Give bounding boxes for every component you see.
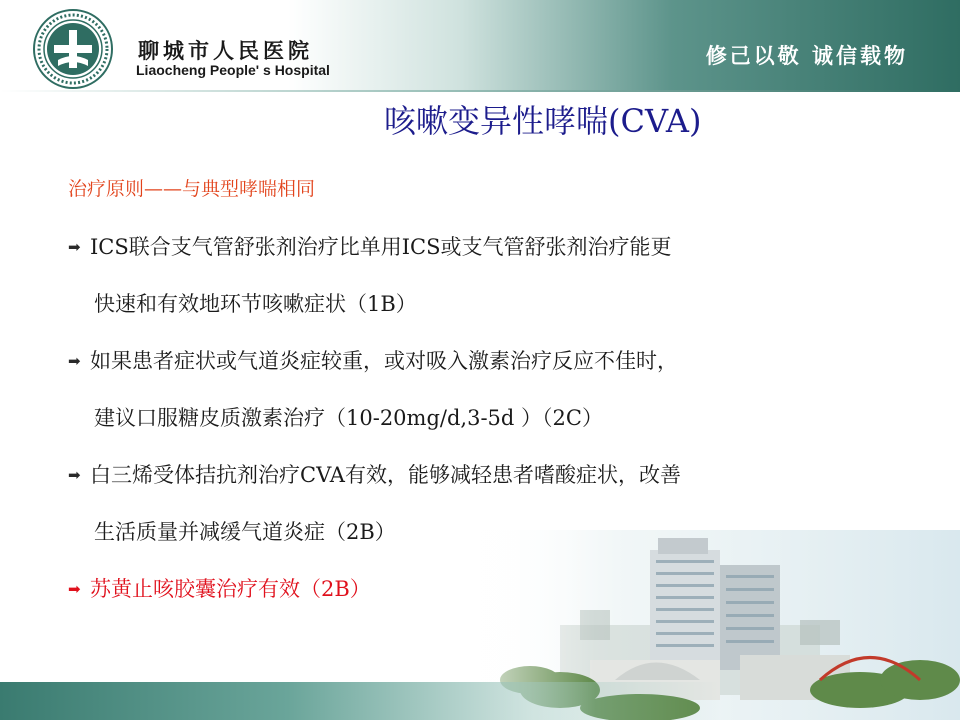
arrow-right-icon: ➡: [68, 466, 81, 484]
arrow-right-icon: ➡: [68, 580, 81, 598]
bullet-line1: ICS联合支气管舒张剂治疗比单用ICS或支气管舒张剂治疗能更: [90, 235, 672, 259]
footer-band: [0, 682, 960, 720]
bullet-line2: 快速和有效地环节咳嗽症状（1B）: [94, 292, 417, 316]
bullet-item-oral-steroid: [68, 333, 868, 447]
arrow-right-icon: ➡: [68, 238, 81, 256]
hospital-name-en: Liaocheng People' s Hospital: [136, 62, 330, 78]
hospital-motto: 修己以敬 诚信载物: [705, 43, 908, 68]
slide-title: 咳嗽变异性哮喘(CVA): [384, 102, 702, 140]
bullet-line1: 如果患者症状或气道炎症较重，或对吸入激素治疗反应不佳时，: [90, 349, 678, 373]
slide-subtitle: 治疗原则——与典型哮喘相同: [68, 178, 316, 200]
bullet-line2: 生活质量并减缓气道炎症（2B）: [94, 520, 396, 544]
bullet-line2: 建议口服糖皮质激素治疗（10-20mg/d,3-5d ）（2C）: [94, 406, 603, 430]
header-rule: [0, 90, 960, 92]
bullet-item-ics: [68, 219, 868, 333]
bullet-line1: 白三烯受体拮抗剂治疗CVA有效，能够减轻患者嗜酸症状，改善: [90, 463, 681, 487]
hospital-name-cn: 聊城市人民医院: [138, 38, 313, 63]
hospital-logo: [32, 8, 114, 90]
arrow-right-icon: ➡: [68, 352, 81, 370]
bullet-line1: 苏黄止咳胶囊治疗有效（2B）: [90, 577, 371, 601]
